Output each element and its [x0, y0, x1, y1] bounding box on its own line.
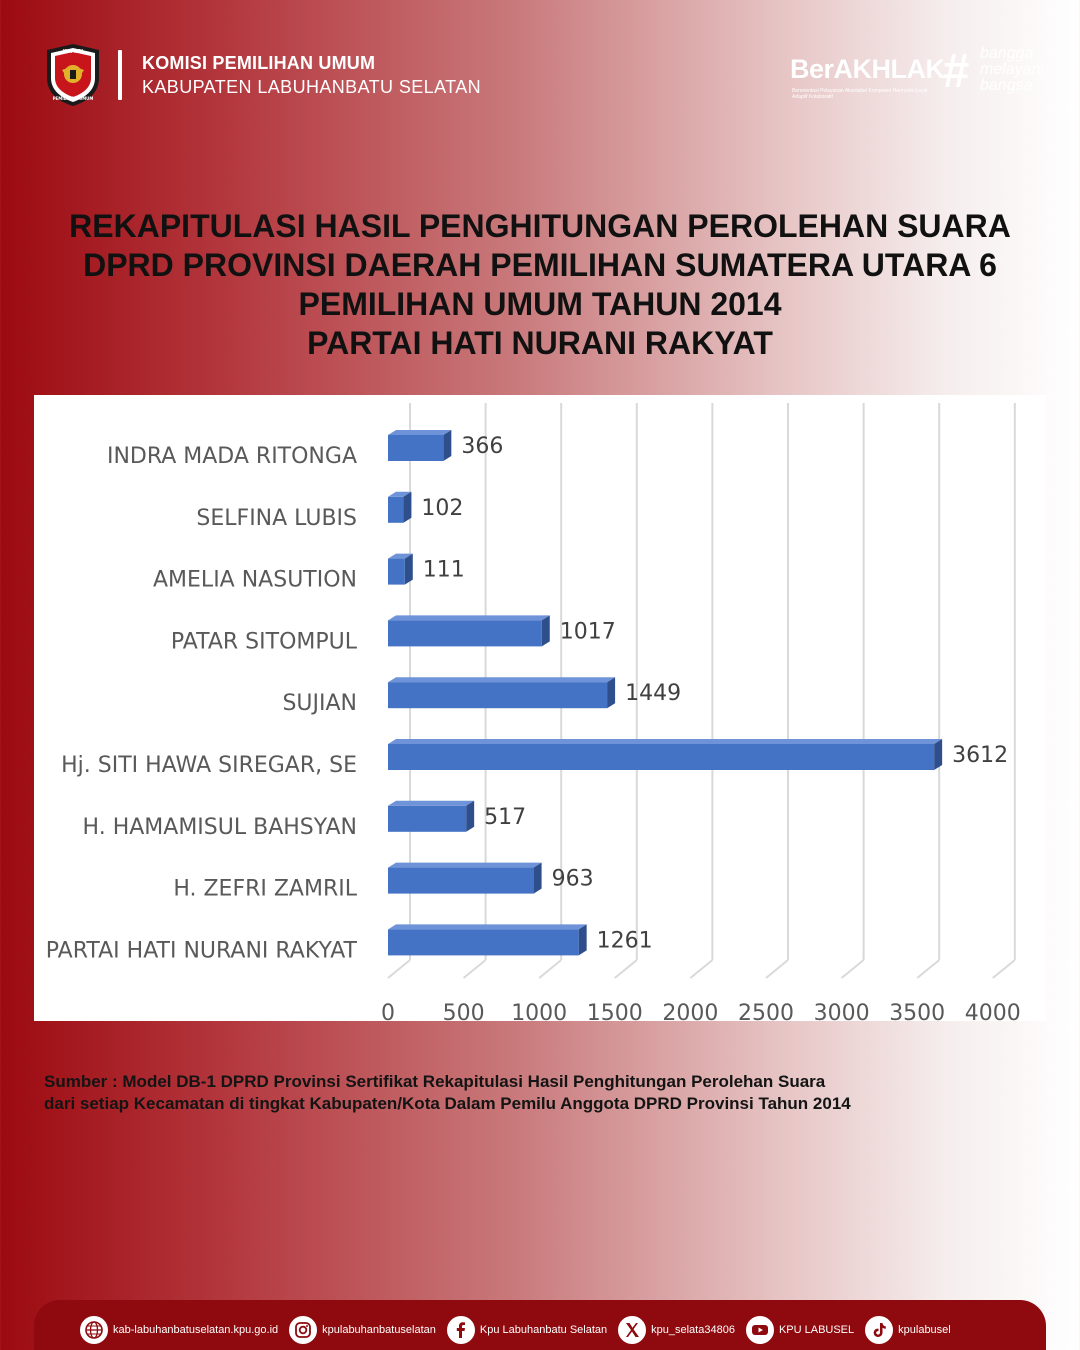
category-label: INDRA MADA RITONGA	[106, 444, 357, 469]
category-label: Hj. SITI HAWA SIREGAR, SE	[61, 753, 357, 778]
data-label: 3612	[952, 743, 1009, 768]
x-icon	[618, 1316, 646, 1344]
social-label: KPU LABUSEL	[778, 1324, 855, 1336]
bar-top	[388, 801, 474, 806]
bar-side	[534, 863, 542, 894]
social-link-website[interactable]	[80, 1316, 278, 1344]
org-name: KOMISI PEMILIHAN UMUM	[142, 52, 376, 73]
bar-side	[579, 924, 587, 955]
bar-top	[388, 739, 942, 744]
gridline-floor	[464, 960, 486, 978]
bar	[388, 868, 534, 894]
social-link-instagram[interactable]	[289, 1316, 436, 1344]
berakhlak-logo	[790, 44, 1065, 102]
gridline-floor	[993, 960, 1015, 978]
social-link-x[interactable]	[618, 1316, 735, 1344]
data-label: 111	[422, 557, 465, 583]
bangga-melayani-bangsa	[980, 46, 1044, 94]
title-line-3: PEMILIHAN UMUM TAHUN 2014	[298, 286, 782, 322]
gridline-floor	[388, 960, 410, 978]
x-tick-label: 500	[442, 1001, 485, 1021]
bar	[388, 682, 607, 708]
bar-top	[388, 430, 451, 435]
instagram-icon	[289, 1316, 317, 1344]
bar-top	[388, 615, 550, 620]
x-tick-label: 1000	[511, 1001, 568, 1021]
social-link-youtube[interactable]	[746, 1316, 854, 1344]
social-link-facebook[interactable]	[447, 1316, 607, 1344]
x-tick-label: 2000	[662, 1001, 719, 1021]
bar-chart	[34, 395, 1046, 1021]
source-note	[44, 1071, 1044, 1115]
bar	[388, 806, 466, 832]
x-tick-label: 3500	[889, 1001, 946, 1021]
hashtag-word-1: bangga	[980, 45, 1034, 62]
hashtag-icon: #	[942, 45, 969, 98]
bar	[388, 929, 579, 955]
bar	[388, 620, 542, 646]
bar	[388, 435, 443, 461]
kpu-logo	[44, 42, 102, 108]
data-label: 366	[461, 434, 504, 459]
gridline-floor	[917, 960, 939, 978]
x-tick-label: 0	[381, 1001, 395, 1021]
bar	[388, 744, 934, 770]
social-label: kpu_selata34806	[651, 1324, 735, 1336]
youtube-icon	[746, 1316, 774, 1344]
bar-side	[403, 492, 411, 523]
data-label: 1017	[559, 619, 616, 645]
bar-side	[542, 615, 550, 646]
svg-text:KOMISI: KOMISI	[62, 49, 84, 55]
source-line-2: dari setiap Kecamatan di tingkat Kabupaten/Kota Dalam Pemilu Anggota DPRD Provinsi Tahun 2014	[44, 1094, 851, 1113]
category-label: PARTAI HATI NURANI RAKYAT	[45, 938, 357, 964]
hashtag-word-3: bangsa	[980, 77, 1033, 94]
hashtag-word-2: melayani	[980, 61, 1045, 78]
category-label: H. HAMAMISUL BAHSYAN	[82, 814, 357, 840]
data-label: 1449	[625, 681, 682, 707]
bar-top	[388, 863, 542, 868]
tiktok-icon	[865, 1316, 893, 1344]
category-label: SELFINA LUBIS	[196, 505, 357, 531]
social-label: kab-labuhanbatuselatan.kpu.go.id	[113, 1324, 279, 1336]
gridline-floor	[615, 960, 637, 978]
bar-side	[466, 801, 474, 832]
bar-side	[443, 430, 451, 461]
org-block	[142, 53, 481, 98]
source-line-1: Sumber : Model DB-1 DPRD Provinsi Sertifikat Rekapitulasi Hasil Penghitungan Perolehan Suara	[44, 1072, 826, 1091]
bar	[388, 497, 403, 523]
social-links	[80, 1316, 962, 1344]
title-line-2: DPRD PROVINSI DAERAH PEMILIHAN SUMATERA UTARA 6	[83, 247, 997, 283]
berakhlak-tagline: Berorientasi Pelayanan Akuntabel Kompeten Harmonis Loyal Adaptif Kolaboratif	[792, 88, 928, 100]
title-line-1: REKAPITULASI HASIL PENGHITUNGAN PEROLEHAN SUARA	[69, 208, 1011, 244]
org-subtitle: KABUPATEN LABUHANBATU SELATAN	[142, 76, 482, 97]
data-label: 517	[484, 804, 527, 830]
globe-icon	[80, 1316, 108, 1344]
category-label: SUJIAN	[282, 691, 357, 717]
social-link-tiktok[interactable]	[865, 1316, 951, 1344]
category-label: PATAR SITOMPUL	[170, 629, 357, 655]
data-label: 1261	[596, 928, 653, 954]
social-label: kpulabuhanbatuselatan	[322, 1324, 436, 1336]
berakhlak-wordmark: BerAKHLAK	[790, 54, 945, 84]
footer-bar	[34, 1300, 1046, 1350]
facebook-icon	[447, 1316, 475, 1344]
title-line-4: PARTAI HATI NURANI RAKYAT	[307, 325, 773, 361]
chart-panel	[34, 395, 1046, 1021]
gridline-floor	[690, 960, 712, 978]
bar-top	[388, 677, 615, 682]
bar-side	[405, 554, 413, 585]
bar-side	[934, 739, 942, 770]
data-label: 102	[421, 495, 464, 521]
header	[44, 40, 481, 110]
x-tick-label: 3000	[813, 1001, 870, 1021]
page-title	[0, 207, 1080, 363]
x-tick-label: 1500	[586, 1001, 643, 1021]
bar	[388, 559, 405, 585]
header-divider	[118, 50, 122, 100]
category-label: AMELIA NASUTION	[153, 567, 357, 593]
social-label: kpulabusel	[898, 1324, 951, 1336]
x-tick-label: 2500	[738, 1001, 794, 1021]
data-label: 963	[551, 866, 594, 892]
svg-text:PEMILIHAN UMUM: PEMILIHAN UMUM	[52, 96, 94, 101]
category-label: H. ZEFRI ZAMRIL	[173, 876, 357, 902]
gridline-floor	[539, 960, 561, 978]
x-tick-label: 4000	[964, 1001, 1021, 1021]
bar-side	[607, 677, 615, 708]
social-label: Kpu Labuhanbatu Selatan	[479, 1324, 608, 1336]
gridline-floor	[842, 960, 864, 978]
gridline-floor	[766, 960, 788, 978]
bar-top	[388, 924, 587, 929]
